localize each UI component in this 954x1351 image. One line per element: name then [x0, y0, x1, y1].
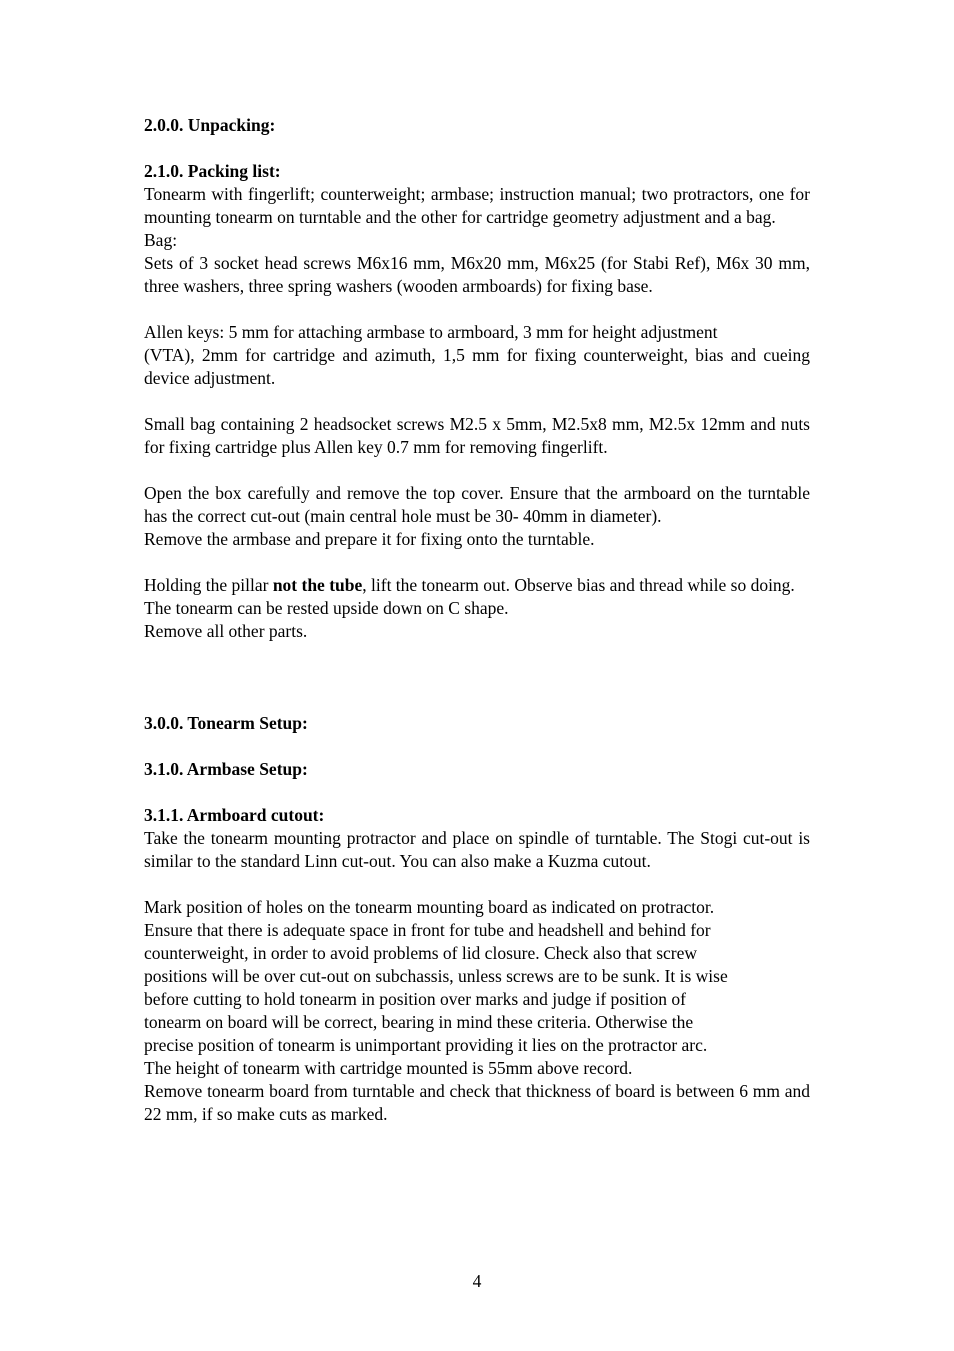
section-heading-tonearm-setup: 3.0.0. Tonearm Setup:: [144, 713, 308, 733]
mark-line: positions will be over cut-out on subchassis, unless screws are to be sunk. It is wise: [144, 966, 728, 986]
mark-line: The height of tonearm with cartridge mounted is 55mm above record.: [144, 1058, 633, 1078]
remove-board-paragraph: Remove tonearm board from turntable and check that thickness of board is between 6 mm and 22 mm, if so make cuts as marked.: [144, 1081, 810, 1124]
bag-contents-paragraph: Sets of 3 socket head screws M6x16 mm, M6x20 mm, M6x25 (for Stabi Ref), M6x 30 mm, three washers, three spring washers (wooden armboards) for fixing base.: [144, 253, 810, 296]
small-bag-paragraph: Small bag containing 2 headsocket screws M2.5 x 5mm, M2.5x8 mm, M2.5x 12mm and nuts for fixing cartridge plus Allen key 0.7 mm for removing fingerlift.: [144, 414, 810, 457]
page-number: 4: [472, 1271, 482, 1291]
rested-line: The tonearm can be rested upside down on C shape.: [144, 598, 509, 618]
mark-line: precise position of tonearm is unimportant providing it lies on the protractor arc.: [144, 1035, 708, 1055]
mark-position-paragraph: [144, 896, 810, 1080]
mark-line: counterweight, in order to avoid problems of lid closure. Check also that screw: [144, 943, 698, 963]
holding-paragraph: [144, 574, 810, 597]
subsection-heading-armboard-cutout: 3.1.1. Armboard cutout:: [144, 805, 325, 825]
bag-label: Bag:: [144, 230, 178, 250]
holding-suffix: , lift the tonearm out. Observe bias and thread while so doing.: [362, 575, 795, 595]
subsection-heading-armbase-setup: 3.1.0. Armbase Setup:: [144, 759, 308, 779]
open-box-paragraph: Open the box carefully and remove the top cover. Ensure that the armboard on the turntable has the correct cut-out (main central hole must be 30- 40mm in diameter).: [144, 483, 810, 526]
mark-line: before cutting to hold tonearm in position over marks and judge if position of: [144, 989, 686, 1009]
holding-emphasis: not the tube: [272, 575, 363, 595]
section-heading-unpacking: 2.0.0. Unpacking:: [144, 115, 276, 135]
allen-keys-paragraph: (VTA), 2mm for cartridge and azimuth, 1,5 mm for fixing counterweight, bias and cueing device adjustment.: [144, 345, 810, 388]
remove-parts-line: Remove all other parts.: [144, 621, 308, 641]
mark-line: tonearm on board will be correct, bearing in mind these criteria. Otherwise the: [144, 1012, 694, 1032]
holding-prefix: Holding the pillar: [144, 575, 273, 595]
subsection-heading-packing-list: 2.1.0. Packing list:: [144, 161, 281, 181]
mark-line: Ensure that there is adequate space in front for tube and headshell and behind for: [144, 920, 711, 940]
allen-keys-line: Allen keys: 5 mm for attaching armbase to armboard, 3 mm for height adjustment: [144, 322, 718, 342]
packing-list-paragraph: Tonearm with fingerlift; counterweight; armbase; instruction manual; two protractors, one for mounting tonearm on turntable and the other for cartridge geometry adjustment and a bag.: [144, 184, 810, 227]
page-content: [144, 114, 810, 1126]
mark-line: Mark position of holes on the tonearm mounting board as indicated on protractor.: [144, 897, 715, 917]
remove-armbase-line: Remove the armbase and prepare it for fixing onto the turntable.: [144, 529, 595, 549]
cutout-paragraph: Take the tonearm mounting protractor and place on spindle of turntable. The Stogi cut-out is similar to the standard Linn cut-out. You can also make a Kuzma cutout.: [144, 828, 810, 871]
